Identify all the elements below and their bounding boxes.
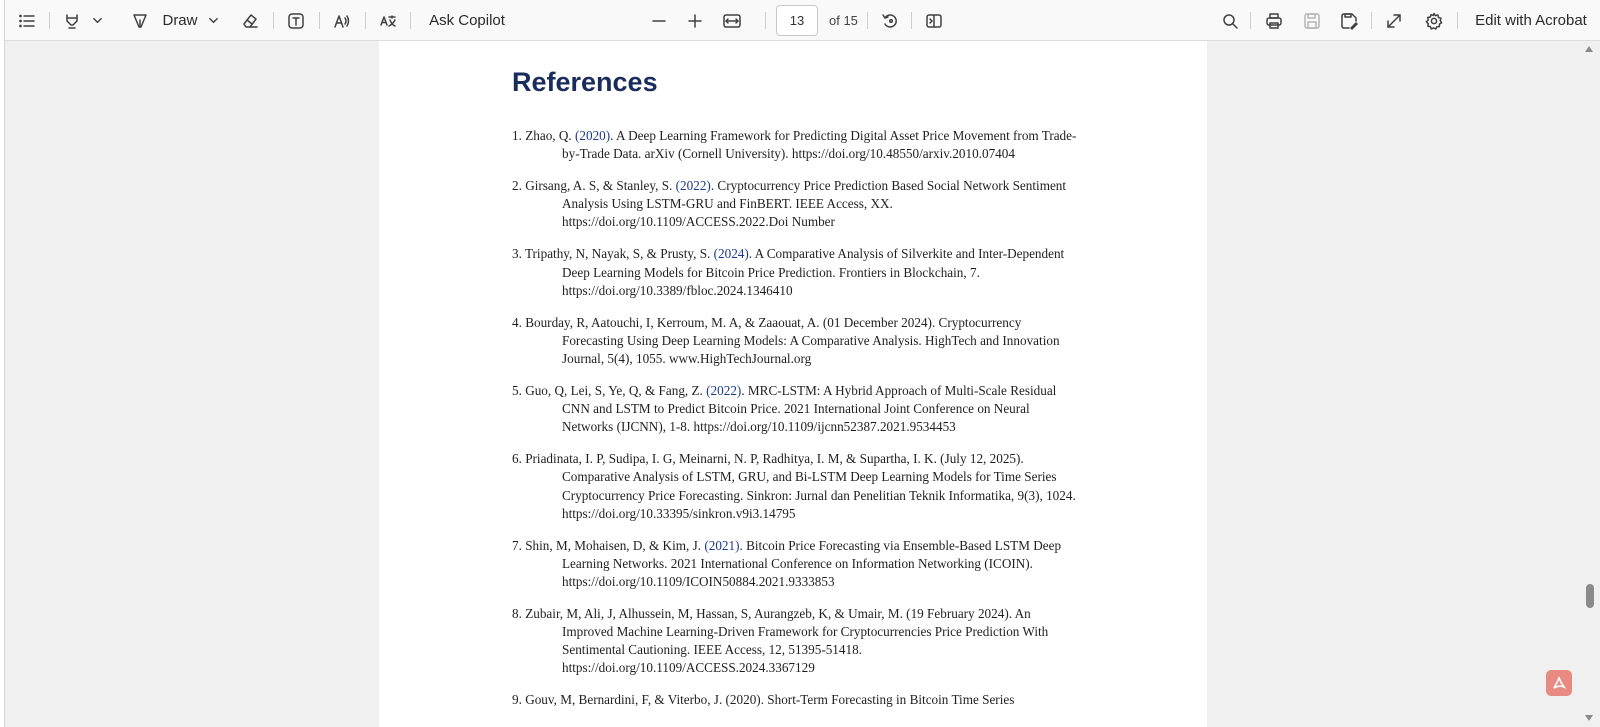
reference-authors: 2. Girsang, A. S, & Stanley, S. [512,178,676,194]
reference-item [512,605,1082,677]
zoom-out-icon[interactable] [648,0,670,41]
references-heading: References [512,67,658,97]
separator [911,12,912,29]
contents-icon[interactable] [15,0,39,41]
reference-year-link[interactable]: (2020) [575,128,611,143]
scroll-down-arrow-icon[interactable] [1584,713,1594,723]
scroll-up-arrow-icon[interactable] [1584,44,1594,54]
reference-item [512,177,1082,231]
reference-text: 8. Zubair, M, Ali, J, Alhussein, M, Hassan, S, Aurangzeb, K, & Umair, M. (19 February 2024). An Improved Machine Learning-Driven Framework for Cryptocurrencies Price Prediction With Sentimental Cautioning. IEEE Access, 12, 51395-51418. https://doi.org/10.1109/ACCESS.2024.3367129 [512,605,1049,676]
separator [49,12,50,29]
reference-details: . A Deep Learning Framework for Predicting Digital Asset Price Movement from Trade-by-Trade Data. arXiv (Cornell University). https://doi.org/10.48550/arxiv.2010.07404 [562,128,1077,162]
separator [273,12,274,29]
page-view-icon[interactable] [923,0,945,41]
separator [1250,12,1251,29]
rotate-icon[interactable] [879,0,901,41]
reference-text: 6. Priadinata, I. P, Sudipa, I. G, Meinarni, N. P, Radhitya, I. M, & Supartha, I. K. (July 12, 2025). Comparative Analysis of LSTM, GRU, and Bi-LSTM Deep Learning Models for Time Series Cryptocurrency Price Forecasting. Sinkron: Jurnal dan Penelitian Teknik Informatika, 9(3), 1024. https://doi.org/10.33395/sinkron.v9i3.14795 [512,451,1076,521]
pdf-toolbar [5,0,1600,41]
separator [319,12,320,29]
reference-item [512,450,1082,522]
reference-year-link[interactable]: (2024) [713,246,749,262]
reference-details: . A Comparative Analysis of Silverkite and Inter-Dependent Deep Learning Models for Bitcoin Price Prediction. Frontiers in Blockchain, 7. https://doi.org/10.3389/fbloc.2024.1346410 [562,246,1065,298]
reference-item [512,537,1082,591]
separator [867,12,868,29]
settings-gear-icon[interactable] [1422,0,1446,41]
draw-chevron-down-icon[interactable] [205,0,221,41]
reference-item [512,245,1082,299]
fullscreen-icon[interactable] [1383,0,1405,41]
ask-copilot-button[interactable]: Ask Copilot [429,12,505,29]
read-aloud-icon[interactable] [331,0,353,41]
separator [1371,12,1372,29]
reference-year-link[interactable]: (2022) [706,383,742,399]
separator [1457,12,1458,29]
zoom-in-icon[interactable] [684,0,706,41]
reference-details: . Bitcoin Price Forecasting via Ensemble-Based LSTM Deep Learning Networks. 2021 International Conference on Information Networking (ICOIN). https://doi.org/10.1109/ICOIN50884.2021.9333853 [562,537,1062,589]
save-icon[interactable] [1301,0,1323,41]
separator [765,12,766,29]
text-box-icon[interactable] [285,0,307,41]
highlight-icon[interactable] [61,0,83,41]
reference-text: 4. Bourday, R, Aatouchi, I, Kerroum, M. A, & Zaaouat, A. (01 December 2024). Cryptocurrency Forecasting Using Deep Learning Models: A Comparative Analysis. HighTech and Innovation Journal, 5(4), 1055. www.HighTechJournal.org [512,314,1060,366]
reference-year-link[interactable]: (2021) [704,537,740,553]
reference-authors: 3. Tripathy, N, Nayak, S, & Prusty, S. [512,246,714,262]
reference-authors: 5. Guo, Q, Lei, S, Ye, Q, & Fang, Z. [512,383,707,399]
edit-with-acrobat-button[interactable]: Edit with Acrobat [1475,12,1587,29]
reference-item [512,691,1082,709]
separator [410,12,411,29]
references-list [512,127,1082,723]
highlight-chevron-down-icon[interactable] [89,0,105,41]
fit-width-icon[interactable] [720,0,744,41]
print-icon[interactable] [1262,0,1286,41]
reference-item [512,127,1082,163]
eraser-icon[interactable] [239,0,261,41]
reference-item [512,382,1082,436]
reference-authors: 7. Shin, M, Mohaisen, D, & Kim, J. [512,537,705,553]
draw-button[interactable]: Draw [162,12,198,29]
translate-icon[interactable] [376,0,400,41]
search-icon[interactable] [1219,0,1241,41]
reference-text: 9. Gouv, M, Bernardini, F, & Viterbo, J. (2020). Short-Term Forecasting in Bitcoin Time Series [512,692,1015,708]
acrobat-logo-icon[interactable] [1546,670,1572,696]
pdf-page [379,41,1207,727]
reference-details: . Cryptocurrency Price Prediction Based Social Network Sentiment Analysis Using LSTM-GRU and FinBERT. IEEE Access, XX. https://doi.org/10.1109/ACCESS.2022.Doi Number [562,178,1067,230]
save-as-icon[interactable] [1338,0,1360,41]
scrollbar-thumb[interactable] [1586,584,1594,608]
reference-item [512,314,1082,368]
page-number-input[interactable]: 13 [776,5,818,36]
reference-year-link[interactable]: (2022) [675,178,711,194]
reference-authors: 1. Zhao, Q. [512,128,575,143]
page-total-label: of 15 [829,13,858,28]
draw-icon[interactable] [129,0,151,41]
separator [365,12,366,29]
reference-details: . MRC-LSTM: A Hybrid Approach of Multi-Scale Residual CNN and LSTM to Predict Bitcoin Price. 2021 International Joint Conference on Neural Networks (IJCNN), 1-8. https://doi.org/10.1109/ijcnn52387.2021.9534453 [562,383,1057,435]
